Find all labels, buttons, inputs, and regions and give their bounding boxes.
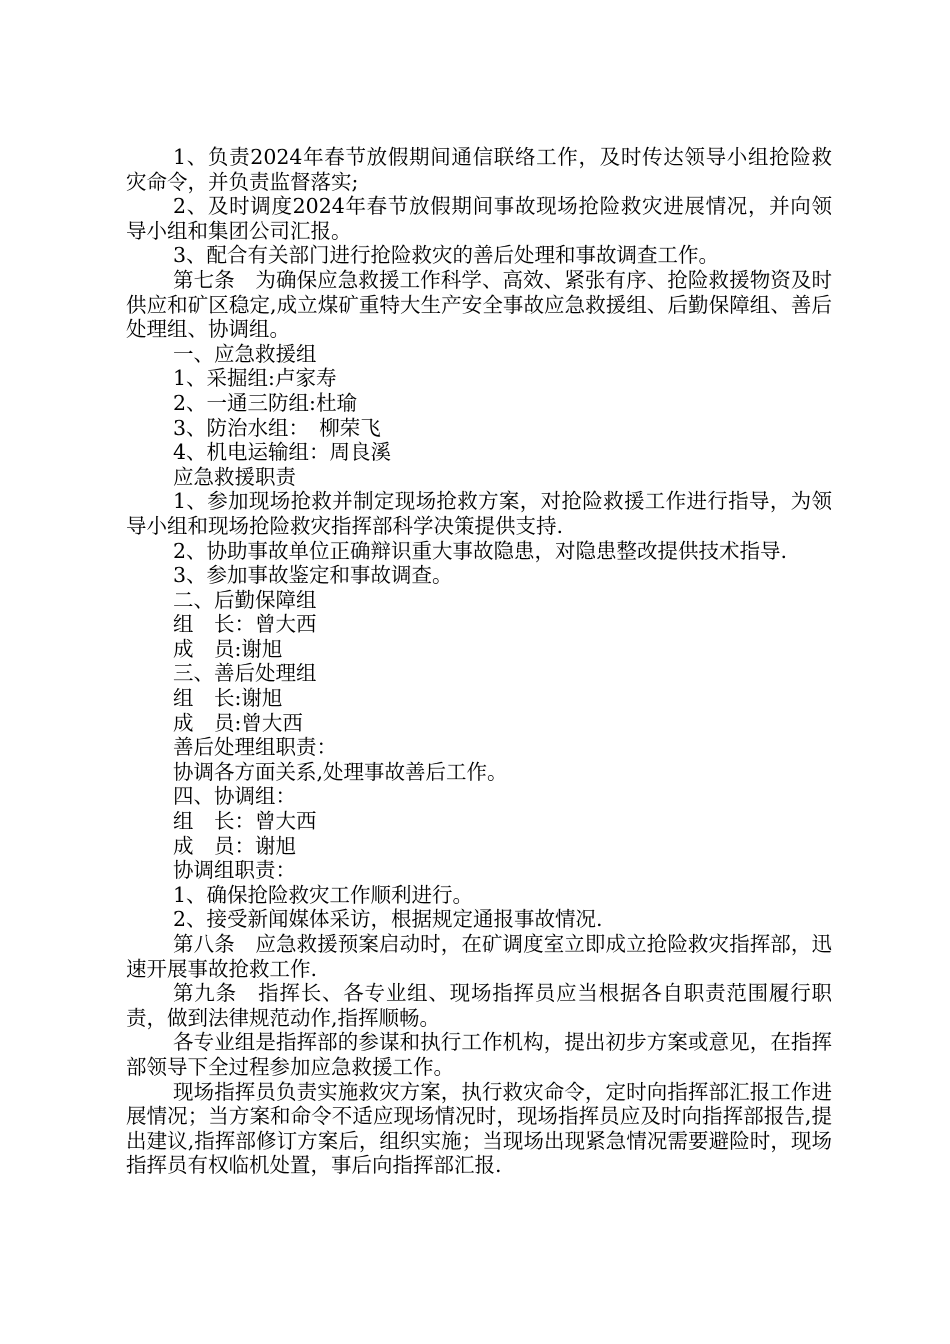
paragraph: 1、负责2024年春节放假期间通信联络工作，及时传达领导小组抢险救灾命令，并负责监督落实; <box>126 145 832 194</box>
paragraph: 2、及时调度2024年春节放假期间事故现场抢险救灾进展情况，并向领导小组和集团公司汇报。 <box>126 194 832 243</box>
article-7: 第七条 为确保应急救援工作科学、高效、紧张有序、抢险救援物资及时供应和矿区稳定,成立煤矿重特大生产安全事故应急救援组、后勤保障组、善后处理组、协调组。 <box>126 267 832 342</box>
paragraph: 现场指挥员负责实施救灾方案，执行救灾命令，定时向指挥部汇报工作进展情况；当方案和命令不适应现场情况时，现场指挥员应及时向指挥部报告,提出建议,指挥部修订方案后，组织实施；当现场出现紧急情况需要避险时，现场指挥员有权临机处置，事后向指挥部汇报. <box>126 1079 832 1178</box>
article-8: 第八条 应急救援预案启动时，在矿调度室立即成立抢险救灾指挥部，迅速开展事故抢救工作. <box>126 932 832 981</box>
section-heading: 三、善后处理组 <box>173 661 317 686</box>
list-item: 成 员:谢旭 <box>173 636 283 661</box>
section-heading: 四、协调组： <box>173 784 296 809</box>
list-item: 成 员：谢旭 <box>173 833 296 858</box>
list-item: 2、接受新闻媒体采访，根据规定通报事故情况. <box>173 907 603 932</box>
article-9: 第九条 指挥长、各专业组、现场指挥员应当根据各自职责范围履行职责，做到法律规范动作,指挥顺畅。 <box>126 981 832 1030</box>
paragraph: 1、参加现场抢救并制定现场抢救方案，对抢险救援工作进行指导，为领导小组和现场抢险救灾指挥部科学决策提供支持. <box>126 489 832 538</box>
section-heading: 一、应急救援组 <box>173 341 317 366</box>
section-heading: 二、后勤保障组 <box>173 587 317 612</box>
list-item: 成 员:曾大西 <box>173 710 303 735</box>
section-heading: 应急救援职责 <box>173 464 296 489</box>
paragraph: 3、配合有关部门进行抢险救灾的善后处理和事故调查工作。 <box>173 243 720 268</box>
list-item: 1、确保抢险救灾工作顺利进行。 <box>173 882 474 907</box>
list-item: 组 长:谢旭 <box>173 686 283 711</box>
paragraph: 各专业组是指挥部的参谋和执行工作机构，提出初步方案或意见，在指挥部领导下全过程参加应急救援工作。 <box>126 1030 832 1079</box>
section-heading: 善后处理组职责： <box>173 735 337 760</box>
document-body <box>126 145 832 1178</box>
list-item: 1、采掘组:卢家寿 <box>173 366 337 391</box>
paragraph: 协调各方面关系,处理事故善后工作。 <box>173 759 508 784</box>
list-item: 2、一通三防组:杜瑜 <box>173 390 357 415</box>
list-item: 组 长：曾大西 <box>173 809 317 834</box>
list-item: 4、机电运输组：周良溪 <box>173 440 392 465</box>
paragraph: 2、协助事故单位正确辩识重大事故隐患，对隐患整改提供技术指导. <box>173 538 788 563</box>
section-heading: 协调组职责： <box>173 858 296 883</box>
paragraph: 3、参加事故鉴定和事故调查。 <box>173 563 453 588</box>
list-item: 组 长：曾大西 <box>173 612 317 637</box>
list-item: 3、防治水组： 柳荣飞 <box>173 415 381 440</box>
